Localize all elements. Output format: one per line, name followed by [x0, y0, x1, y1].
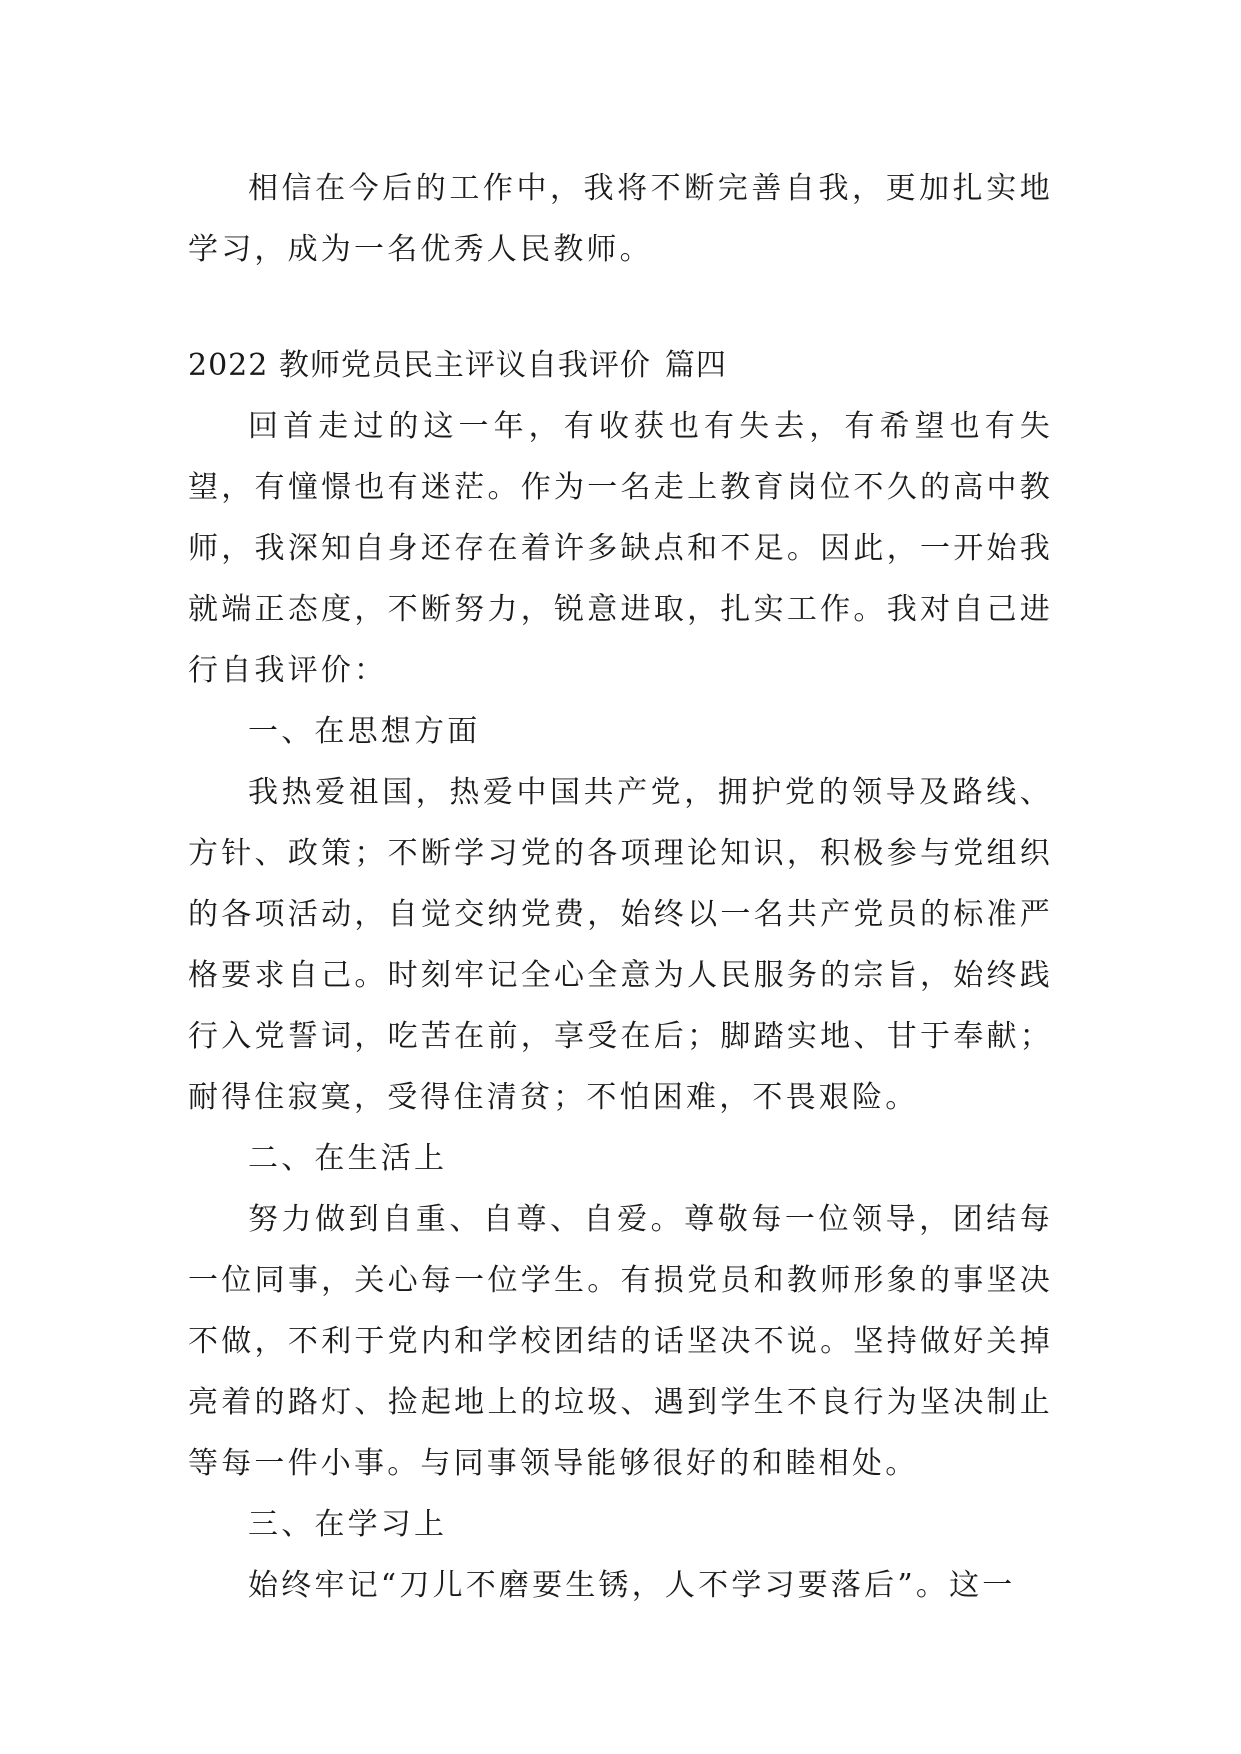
subheading-life: 二、在生活上 — [248, 1141, 448, 1176]
paragraph-overview: 回首走过的这一年，有收获也有失去，有希望也有失望，有憧憬也有迷茫。作为一名走上教育岗位不久的高中教师，我深知自身还存在着许多缺点和不足。因此，一开始我就端正态度，不断努力，锐意进取，扎实工作。我对自己进行自我评价： — [188, 409, 1053, 688]
intro-paragraph: 相信在今后的工作中，我将不断完善自我，更加扎实地学习，成为一名优秀人民教师。 — [188, 171, 1053, 267]
section-spacer — [188, 280, 1053, 335]
document-body — [188, 158, 1053, 1616]
subheading-study: 三、在学习上 — [248, 1507, 448, 1542]
paragraph-thought: 我热爱祖国，热爱中国共产党，拥护党的领导及路线、方针、政策；不断学习党的各项理论知识，积极参与党组织的各项活动，自觉交纳党费，始终以一名共产党员的标准严格要求自己。时刻牢记全心全意为人民服务的宗旨，始终践行入党誓词，吃苦在前，享受在后；脚踏实地、甘于奉献；耐得住寂寞，受得住清贫；不怕困难，不畏艰险。 — [188, 775, 1053, 1115]
paragraph-study: 始终牢记“刀儿不磨要生锈，人不学习要落后”。这一 — [248, 1568, 1016, 1603]
section-label: 篇四 — [664, 348, 727, 383]
subheading-thought: 一、在思想方面 — [248, 714, 481, 749]
section-heading — [188, 335, 1053, 396]
section-title: 2022 教师党员民主评议自我评价 — [188, 348, 651, 383]
paragraph-life: 努力做到自重、自尊、自爱。尊敬每一位领导，团结每一位同事，关心每一位学生。有损党员和教师形象的事坚决不做，不利于党内和学校团结的话坚决不说。坚持做好关掉亮着的路灯、捡起地上的垃圾、遇到学生不良行为坚决制止等每一件小事。与同事领导能够很好的和睦相处。 — [188, 1202, 1053, 1481]
